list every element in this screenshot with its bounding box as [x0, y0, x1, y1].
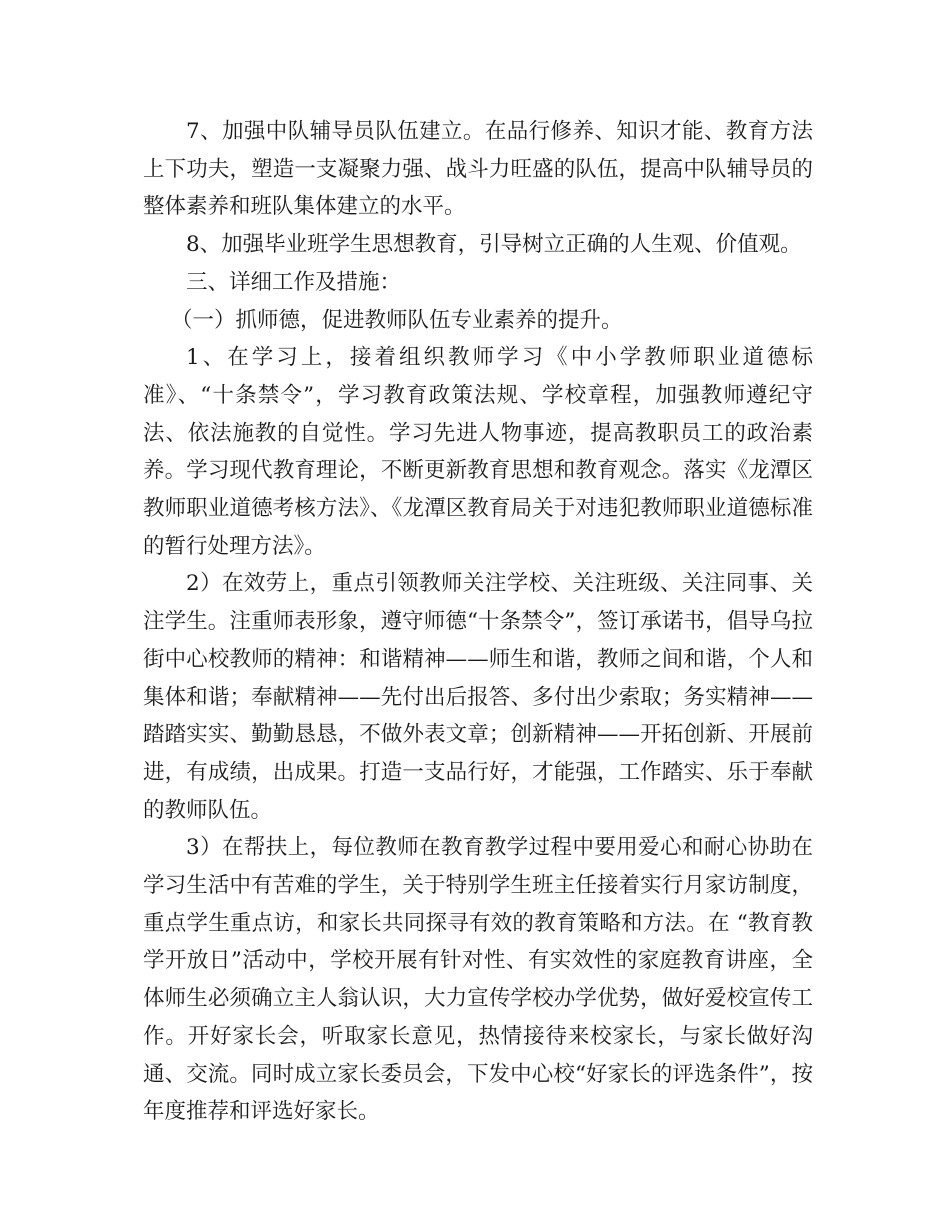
- paragraph-item-7: 7、加强中队辅导员队伍建立。在品行修养、知识才能、教育方法上下功夫，塑造一支凝聚力强、战斗力旺盛的队伍，提高中队辅导员的整体素养和班队集体建立的水平。: [143, 119, 813, 220]
- subsection-heading-1: （一）抓师德，促进教师队伍专业素养的提升。: [171, 307, 623, 333]
- paragraph-assistance: 3）在帮扶上，每位教师在教育教学过程中要用爱心和耐心协助在学习生活中有苦难的学生，关于特别学生班主任接着实行月家访制度，重点学生重点访，和家长共同探寻有效的教育策略和方法。在 “教育教学开放日”活动中，学校开展有针对性、有实效性的家庭教育讲座，全体师生必须确立主人翁认识，大力宣传学校办学优势，做好爱校宣传工作。开好家长会，听取家长意见，热情接待来校家长，与家长做好沟通、交流。同时成立家长委员会，下发中心校“好家长的评选条件”，按年度推荐和评选好家长。: [143, 835, 813, 1125]
- paragraph-service: 2）在效劳上，重点引领教师关注学校、关注班级、关注同事、关注学生。注重师表形象，遵守师德“十条禁令”，签订承诺书，倡导乌拉街中心校教师的精神：和谐精神——师生和谐，教师之间和谐，个人和集体和谐；奉献精神——先付出后报答、多付出少索取；务实精神——踏踏实实、勤勤恳恳，不做外表文章；创新精神——开拓创新、开展前进，有成绩，出成果。打造一支品行好，才能强，工作踏实、乐于奉献的教师队伍。: [143, 571, 813, 823]
- section-heading-3: 三、详细工作及措施：: [186, 269, 402, 295]
- paragraph-item-8: 8、加强毕业班学生思想教育，引导树立正确的人生观、价值观。: [186, 232, 802, 258]
- paragraph-study: 1、在学习上，接着组织教师学习《中小学教师职业道德标准》、“十条禁令”，学习教育政策法规、学校章程，加强教师遵纪守法、依法施教的自觉性。学习先进人物事迹，提高教职员工的政治素养。学习现代教育理论，不断更新教育思想和教育观念。落实《龙潭区教师职业道德考核方法》、《龙潭区教育局关于对违犯教师职业道德标准的暂行处理方法》。: [143, 345, 813, 559]
- document-body: [143, 113, 813, 1131]
